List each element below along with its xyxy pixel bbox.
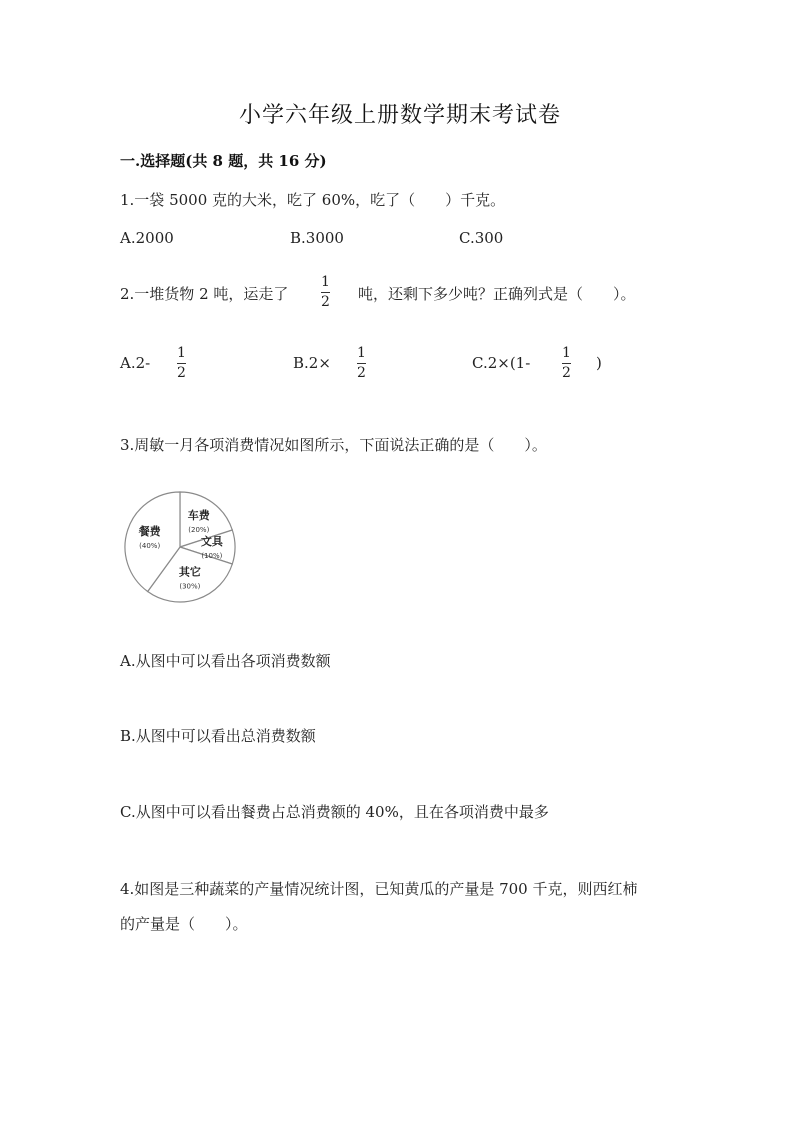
question-2-option-b: B.2× [293, 354, 331, 372]
fraction-numerator: 1 [177, 345, 186, 361]
fraction-denominator: 2 [357, 365, 366, 381]
question-1-option-c: C.300 [459, 229, 504, 247]
question-1-option-a: A.2000 [120, 229, 174, 247]
question-3-option-b: B.从图中可以看出总消费数额 [120, 727, 316, 745]
fraction-bar [321, 292, 330, 293]
pie-slice-label: 其它 [178, 565, 201, 579]
fraction-bar [177, 363, 186, 364]
question-3-text: 3.周敏一月各项消费情况如图所示，下面说法正确的是（ ）。 [120, 436, 547, 454]
pie-slice-label: 车费 [187, 509, 210, 523]
pie-slice-percent: (20%) [188, 526, 210, 535]
page-title: 小学六年级上册数学期末考试卷 [238, 103, 561, 128]
pie-slice-label: 餐费 [138, 525, 161, 539]
pie-chart [120, 487, 240, 607]
question-2-fraction [321, 275, 330, 310]
question-3-option-a: A.从图中可以看出各项消费数额 [120, 652, 331, 670]
question-2-text-after: 吨，还剩下多少吨？正确列式是（ ）。 [358, 285, 636, 303]
question-2-option-c-close: ) [596, 354, 602, 372]
fraction-denominator: 2 [562, 365, 571, 381]
fraction-numerator: 1 [321, 274, 330, 290]
fraction-denominator: 2 [177, 365, 186, 381]
fraction-bar [357, 363, 366, 364]
fraction-bar [562, 363, 571, 364]
question-2-option-b-fraction [357, 346, 366, 381]
fraction-numerator: 1 [562, 345, 571, 361]
question-1-option-b: B.3000 [290, 229, 344, 247]
question-1-text: 1.一袋 5000 克的大米，吃了 60%，吃了（ ）千克。 [120, 191, 506, 209]
question-2-option-a: A.2- [120, 354, 151, 372]
question-2-option-c: C.2×(1- [472, 354, 531, 372]
pie-slice-percent: (10%) [201, 552, 223, 560]
fraction-denominator: 2 [321, 294, 330, 310]
question-3-option-c: C.从图中可以看出餐费占总消费额的 40%，且在各项消费中最多 [120, 803, 549, 821]
question-2-text-before: 2.一堆货物 2 吨，运走了 [120, 285, 289, 303]
question-2-option-a-fraction [177, 346, 186, 381]
pie-slice-percent: (40%) [139, 542, 161, 551]
question-4-line-2: 的产量是（ ）。 [120, 915, 248, 933]
section-heading: 一.选择题(共 8 题，共 16 分) [120, 152, 327, 170]
fraction-numerator: 1 [357, 345, 366, 361]
pie-slice-label: 文具 [200, 535, 223, 548]
question-2-option-c-fraction [562, 346, 571, 381]
pie-slice-percent: (30%) [179, 582, 201, 591]
question-4-line-1: 4.如图是三种蔬菜的产量情况统计图，已知黄瓜的产量是 700 千克，则西红柿 [120, 880, 638, 898]
